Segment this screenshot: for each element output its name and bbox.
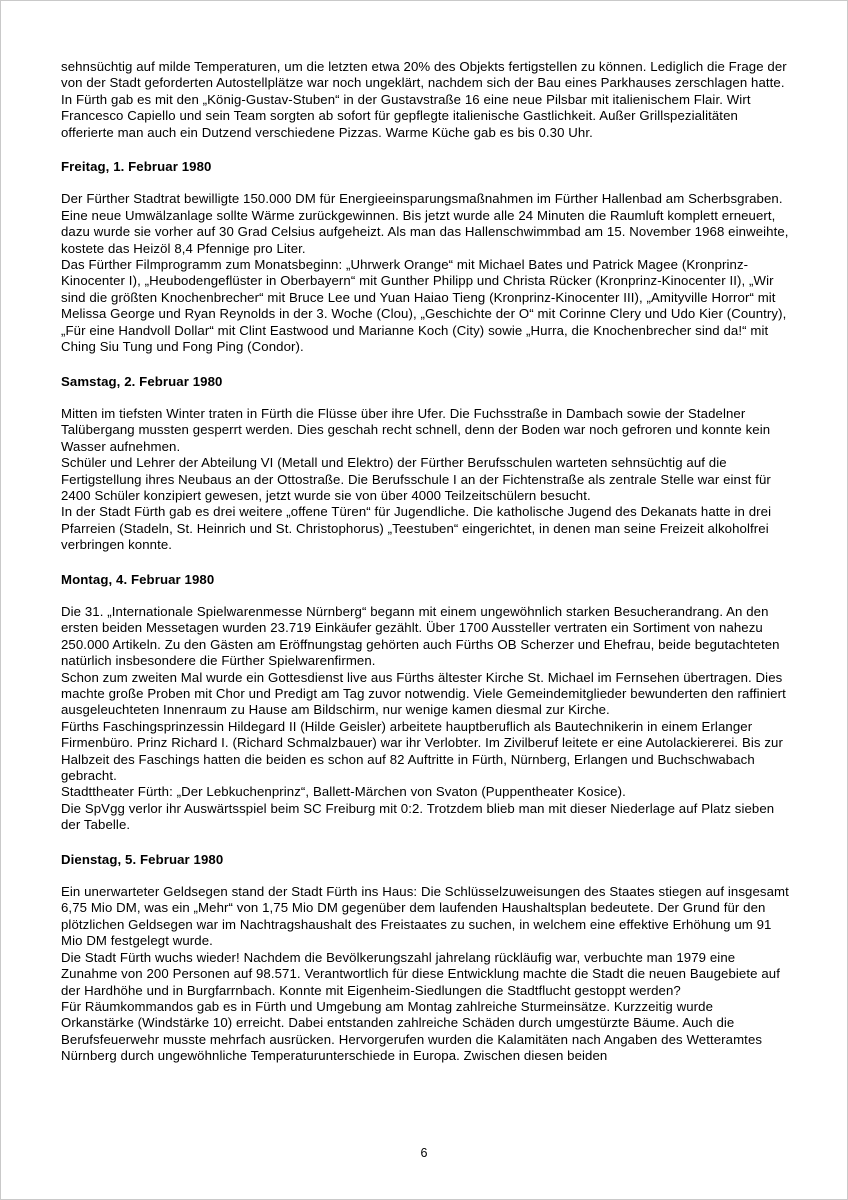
paragraph: Für Räumkommandos gab es in Fürth und Umgebung am Montag zahlreiche Sturmeinsätze. Kurzzeitig wurde Orkanstärke (Windstärke 10) erreicht. Dabei entstanden zahlreiche Schäden durch umgestürzte Bäume. Auch die Berufsfeuerwehr musste mehrfach ausrücken. Hervorgerufen wurden die Kalamitäten nach Angaben des Wetteramtes Nürnberg durch ungewöhnliche Temperaturunterschiede in Europa. Zwischen diesen beiden bbox=[61, 998, 763, 1064]
paragraph: Das Fürther Filmprogramm zum Monatsbeginn: „Uhrwerk Orange“ mit Michael Bates und Patrick Magee (Kronprinz-Kinocenter I), „Heubodengeflüster in Oberbayern“ mit Gunther Philipp und Christa Rücker (Kronprinz-Kinocenter II), „Wir sind die größten Knochenbrecher“ mit Bruce Lee und Yuan Haiao Tieng (Kronprinz-Kinocenter III), „Amityville Horror“ mit Melissa George und Ryan Reynolds in der 3. Woche (Clou), „Geschichte der O“ mit Corinne Clery und Udo Kier (Country), „Für eine Handvoll Dollar“ mit Clint Eastwood und Marianne Koch (City) sowie „Hurra, die Knochenbrecher sind da!“ mit Ching Siu Tung und Fong Ping (Condor). bbox=[61, 257, 787, 355]
section-heading: Freitag, 1. Februar 1980 bbox=[61, 159, 212, 175]
paragraph: Stadttheater Fürth: „Der Lebkuchenprinz“, Ballett-Märchen von Svaton (Puppentheater Kosice). bbox=[61, 784, 626, 800]
page-number: 6 bbox=[420, 1146, 428, 1160]
paragraph: Der Fürther Stadtrat bewilligte 150.000 DM für Energieeinsparungsmaßnahmen im Fürther Hallenbad am Scherbsgraben. Eine neue Umwälzanlage sollte Wärme zurückgewinnen. Bis jetzt wurde alle 24 Minuten die Raumluft komplett erneuert, dazu wurde sie vorher auf 30 Grad Celsius aufgeheizt. Als man das Hallenschwimmbad am 15. November 1968 einweihte, kostete das Heizöl 8,4 Pfennige pro Liter. bbox=[61, 191, 789, 256]
paragraph: sehnsüchtig auf milde Temperaturen, um die letzten etwa 20% des Objekts fertigstellen zu können. Lediglich die Frage der von der Stadt geforderten Autostellplätze war noch ungeklärt, nachdem sich der Bau eines Parkhauses zerschlagen hatte. bbox=[61, 59, 787, 91]
paragraph: Mitten im tiefsten Winter traten in Fürth die Flüsse über ihre Ufer. Die Fuchsstraße in Dambach sowie der Stadelner Talübergang mussten gesperrt werden. Dies geschah recht schnell, denn der Boden war noch gefroren und konnte kein Wasser aufnehmen. bbox=[61, 405, 771, 454]
paragraph: Fürths Faschingsprinzessin Hildegard II (Hilde Geisler) arbeitete hauptberuflich als Bautechnikerin in einem Erlanger Firmenbüro. Prinz Richard I. (Richard Schmalzbauer) war ihr Verlobter. Im Zivilberuf leitete er eine Autolackiererei. Bis zur Halbzeit des Faschings hatten die beiden es schon auf 82 Auftritte in Fürth, Nürnberg, Erlangen und Buchschwabach gebracht. bbox=[61, 718, 783, 784]
paragraph: In der Stadt Fürth gab es drei weitere „offene Türen“ für Jugendliche. Die katholische Jugend des Dekanats hatte in drei Pfarreien (Stadeln, St. Heinrich und St. Christophorus) „Teestuben“ eingerichtet, in denen man seine Freizeit alkoholfrei verbringen konnte. bbox=[61, 504, 772, 553]
document-body bbox=[61, 59, 789, 1065]
paragraph: Die 31. „Internationale Spielwarenmesse Nürnberg“ begann mit einem ungewöhnlich starken Besucherandrang. An den ersten beiden Messetagen wurden 23.719 Einkäufer gezählt. Über 1700 Aussteller vertraten ein Sortiment von nahezu 250.000 Artikeln. Zu den Gästen am Eröffnungstag gehörten auch Fürths OB Scherzer und Ehefrau, beide begutachteten natürlich insbesondere die Fürther Spielwarenfirmen. bbox=[61, 603, 780, 669]
paragraph: Schüler und Lehrer der Abteilung VI (Metall und Elektro) der Fürther Berufsschulen warteten sehnsüchtig auf die Fertigstellung ihres Neubaus an der Ottostraße. Die Berufsschule I an der Fichtenstraße als zentrale Stelle war einst für 2400 Schüler konzipiert gewesen, jetzt wurde sie von über 4000 Teilzeitschülern besucht. bbox=[61, 455, 771, 503]
section-heading: Montag, 4. Februar 1980 bbox=[61, 571, 215, 587]
paragraph: Ein unerwarteter Geldsegen stand der Stadt Fürth ins Haus: Die Schlüsselzuweisungen des Staates stiegen auf insgesamt 6,75 Mio DM, was ein „Mehr“ von 1,75 Mio DM gegenüber dem laufenden Haushaltsplan bedeutete. Der Grund für den plötzlichen Geldsegen war im Nachtragshaushalt des Freistaates zu suchen, in welchem eine effektive Erhöhung um 91 Mio DM festgelegt wurde. bbox=[61, 884, 789, 949]
paragraph: Die SpVgg verlor ihr Auswärtsspiel beim SC Freiburg mit 0:2. Trotzdem blieb man mit dieser Niederlage auf Platz sieben der Tabelle. bbox=[61, 800, 775, 833]
section-heading: Samstag, 2. Februar 1980 bbox=[61, 373, 223, 389]
paragraph: Schon zum zweiten Mal wurde ein Gottesdienst live aus Fürths ältester Kirche St. Michael im Fernsehen übertragen. Dies machte große Proben mit Chor und Predigt am Tag zuvor notwendig. Viele Gemeindemitglieder bewunderten den raffiniert ausgeleuchteten Innenraum zu Hause am Bildschirm, nur wenige kamen diesmal zur Kirche. bbox=[61, 669, 786, 718]
paragraph: In Fürth gab es mit den „König-Gustav-Stuben“ in der Gustavstraße 16 eine neue Pilsbar mit italienischem Flair. Wirt Francesco Capiello und sein Team sorgten ab sofort für gepflegte italienische Gastlichkeit. Außer Grillspezialitäten offerierte man auch ein Dutzend verschiedene Pizzas. Warme Küche gab es bis 0.30 Uhr. bbox=[61, 91, 751, 140]
paragraph: Die Stadt Fürth wuchs wieder! Nachdem die Bevölkerungszahl jahrelang rückläufig war, verbuchte man 1979 eine Zunahme von 200 Personen auf 98.571. Verantwortlich für diese Entwicklung machte die Stadt die neuen Baugebiete auf der Hardhöhe und in Burgfarrnbach. Konnte mit Eigenheim-Siedlungen die Stadtflucht gestoppt werden? bbox=[61, 949, 780, 998]
section-heading: Dienstag, 5. Februar 1980 bbox=[61, 851, 224, 867]
